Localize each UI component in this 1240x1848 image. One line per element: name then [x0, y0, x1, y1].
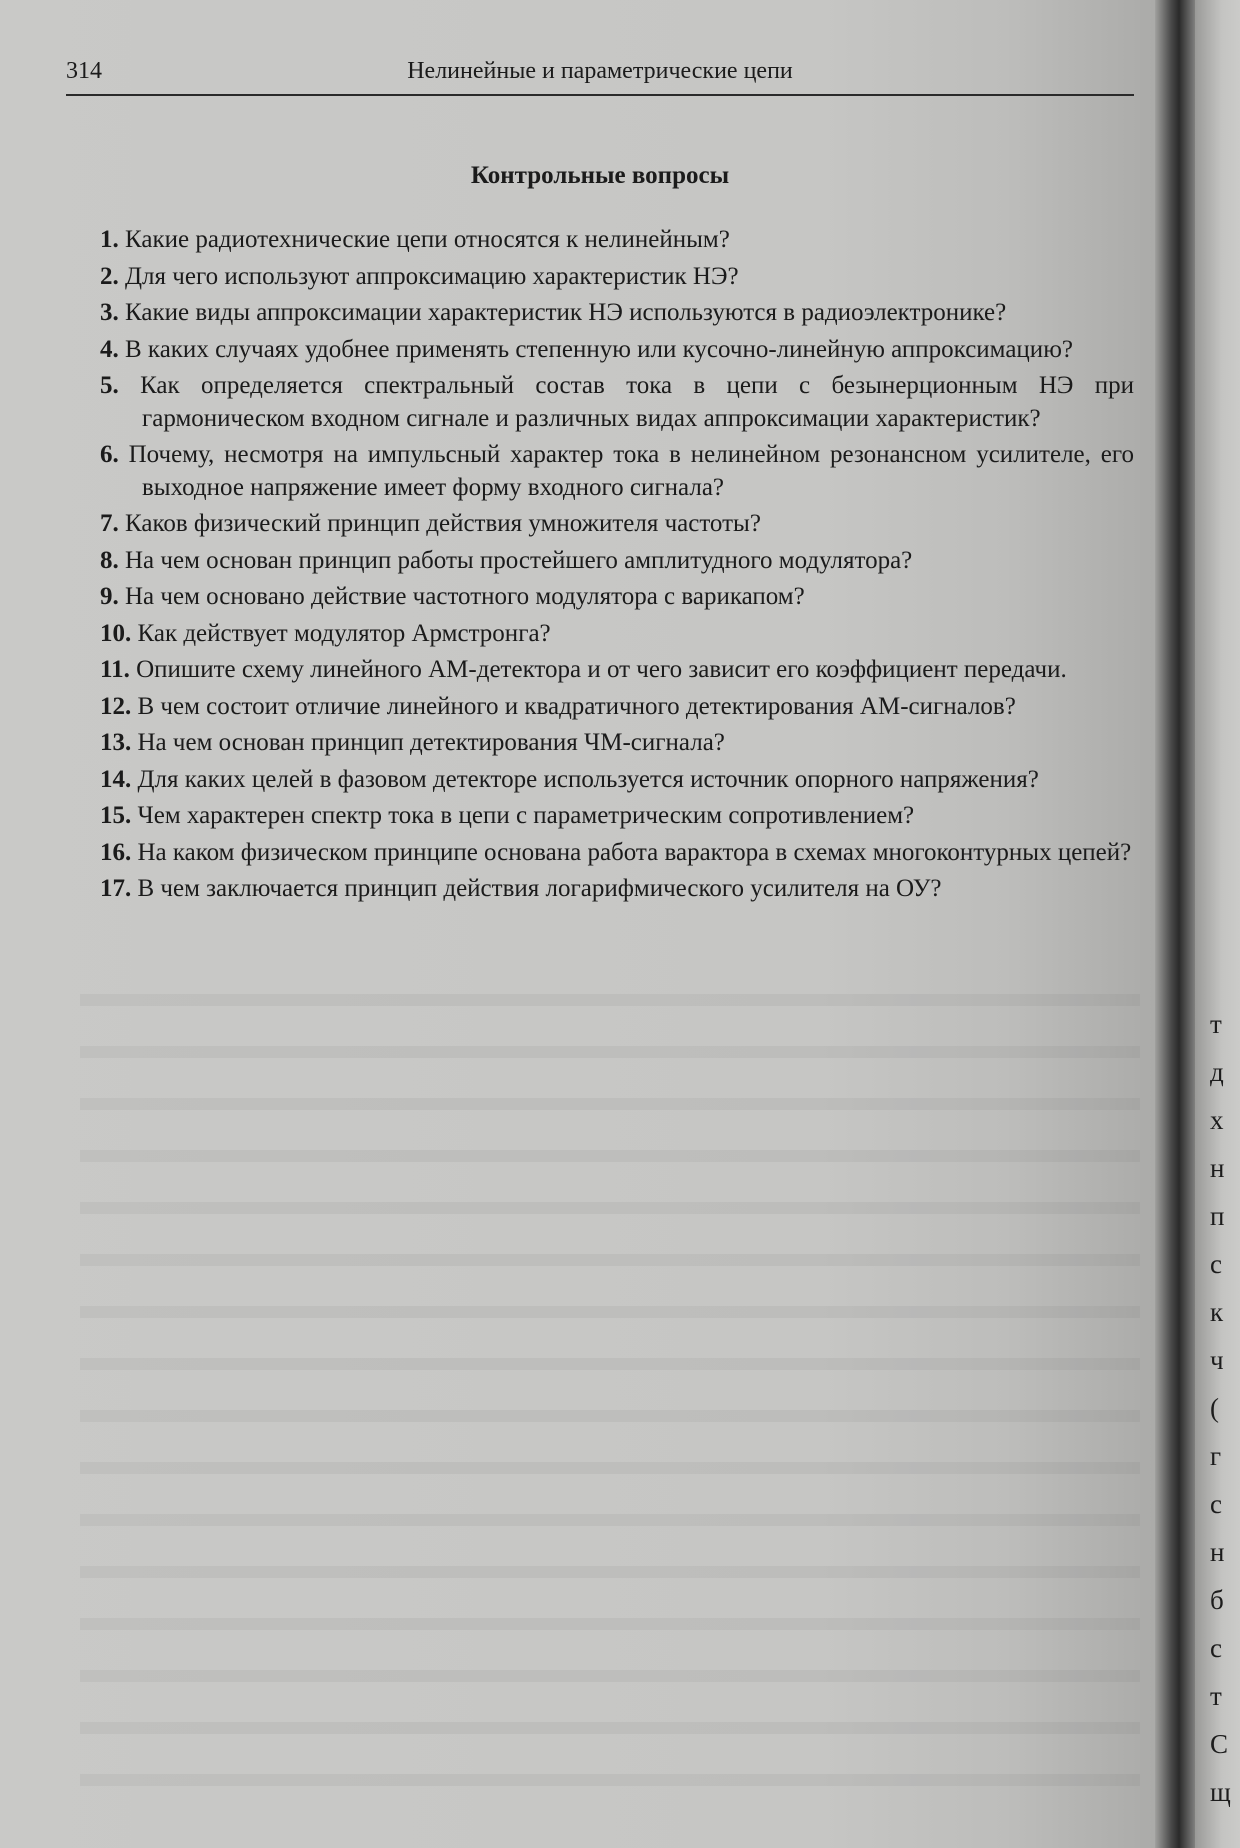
- question-item: [100, 654, 1134, 687]
- question-text: Для чего используют аппроксимацию характеристик НЭ?: [125, 262, 739, 290]
- question-item: [100, 261, 1134, 294]
- running-header: [66, 56, 1134, 96]
- question-text: Как определяется спектральный состав тока в цепи с безынерционным НЭ при гармоническом входном сигнале и различных видах аппроксимации характеристик?: [140, 372, 1134, 432]
- question-text: Какие виды аппроксимации характеристик НЭ используются в радиоэлектронике?: [125, 299, 1007, 326]
- question-text: Как действует модулятор Армстронга?: [137, 619, 551, 647]
- question-text: Каков физический принцип действия умножителя частоты?: [125, 510, 761, 537]
- question-text: В каких случаях удобнее применять степенную или кусочно-линейную аппроксимацию?: [125, 335, 1073, 363]
- question-item: [100, 370, 1134, 435]
- page-number: 314: [66, 58, 102, 84]
- edge-letter: т: [1210, 1009, 1222, 1039]
- question-text: На чем основано действие частотного модулятора с варикапом?: [125, 583, 805, 610]
- edge-letter: б: [1210, 1585, 1224, 1615]
- question-number: 8.: [100, 546, 119, 574]
- edge-letter: к: [1210, 1297, 1224, 1327]
- edge-letter: щ: [1210, 1777, 1231, 1807]
- question-number: 10.: [100, 619, 132, 647]
- edge-letter: д: [1210, 1057, 1224, 1087]
- question-text: Чем характерен спектр тока в цепи с параметрическим сопротивлением?: [137, 802, 915, 829]
- question-number: 9.: [100, 583, 119, 610]
- question-item: [100, 508, 1134, 541]
- edge-letter: г: [1210, 1441, 1222, 1471]
- book-gutter-shadow: [1155, 0, 1195, 1848]
- questions-list: [100, 224, 1134, 910]
- question-number: 6.: [100, 441, 119, 468]
- question-number: 2.: [100, 262, 119, 290]
- edge-letter: ч: [1210, 1345, 1224, 1375]
- question-number: 15.: [100, 802, 132, 829]
- question-number: 3.: [100, 299, 119, 326]
- edge-letter: с: [1210, 1249, 1222, 1279]
- adjacent-page-letters: [1210, 1000, 1231, 1816]
- question-number: 5.: [100, 372, 119, 399]
- question-item: [100, 545, 1134, 578]
- question-text: На чем основан принцип работы простейшего амплитудного модулятора?: [125, 546, 913, 574]
- question-item: [100, 334, 1134, 367]
- question-item: [100, 727, 1134, 760]
- section-title: Контрольные вопросы: [470, 162, 730, 189]
- edge-letter: х: [1210, 1105, 1224, 1135]
- question-item: [100, 764, 1134, 797]
- question-number: 13.: [100, 729, 132, 756]
- edge-letter: С: [1210, 1729, 1229, 1759]
- question-item: [100, 691, 1134, 724]
- question-item: [100, 800, 1134, 833]
- question-item: [100, 873, 1134, 906]
- question-number: 1.: [100, 226, 119, 253]
- edge-letter: т: [1210, 1681, 1222, 1711]
- question-text: Для каких целей в фазовом детекторе используется источник опорного напряжения?: [137, 765, 1039, 793]
- running-title: Нелинейные и параметрические цепи: [407, 58, 793, 84]
- question-text: В чем состоит отличие линейного и квадратичного детектирования АМ-сигналов?: [137, 692, 1016, 720]
- question-item: [100, 224, 1134, 257]
- edge-letter: п: [1210, 1201, 1225, 1231]
- question-text: Почему, несмотря на импульсный характер тока в нелинейном резонансном усилителе, его выходное напряжение имеет форму входного сигнала?: [128, 441, 1134, 501]
- question-number: 17.: [100, 875, 132, 902]
- question-item: [100, 837, 1134, 870]
- question-item: [100, 581, 1134, 614]
- question-number: 11.: [100, 656, 130, 683]
- question-number: 7.: [100, 510, 119, 537]
- question-number: 16.: [100, 838, 132, 866]
- question-item: [100, 439, 1134, 504]
- question-text: Опишите схему линейного АМ-детектора и от чего зависит его коэффициент передачи.: [136, 656, 1067, 683]
- edge-letter: (: [1210, 1393, 1219, 1423]
- edge-letter: с: [1210, 1489, 1222, 1519]
- question-number: 4.: [100, 335, 119, 363]
- question-number: 12.: [100, 692, 132, 720]
- show-through-text: [80, 960, 1140, 1792]
- edge-letter: с: [1210, 1633, 1222, 1663]
- edge-letter: н: [1210, 1537, 1225, 1567]
- question-item: [100, 618, 1134, 651]
- question-text: На чем основан принцип детектирования ЧМ-сигнала?: [137, 729, 725, 756]
- question-item: [100, 297, 1134, 330]
- question-text: В чем заключается принцип действия логарифмического усилителя на ОУ?: [137, 875, 942, 902]
- question-number: 14.: [100, 765, 132, 793]
- question-text: Какие радиотехнические цепи относятся к нелинейным?: [125, 226, 730, 253]
- edge-letter: н: [1210, 1153, 1225, 1183]
- question-text: На каком физическом принципе основана работа варактора в схемах многоконтурных цепей?: [137, 838, 1132, 866]
